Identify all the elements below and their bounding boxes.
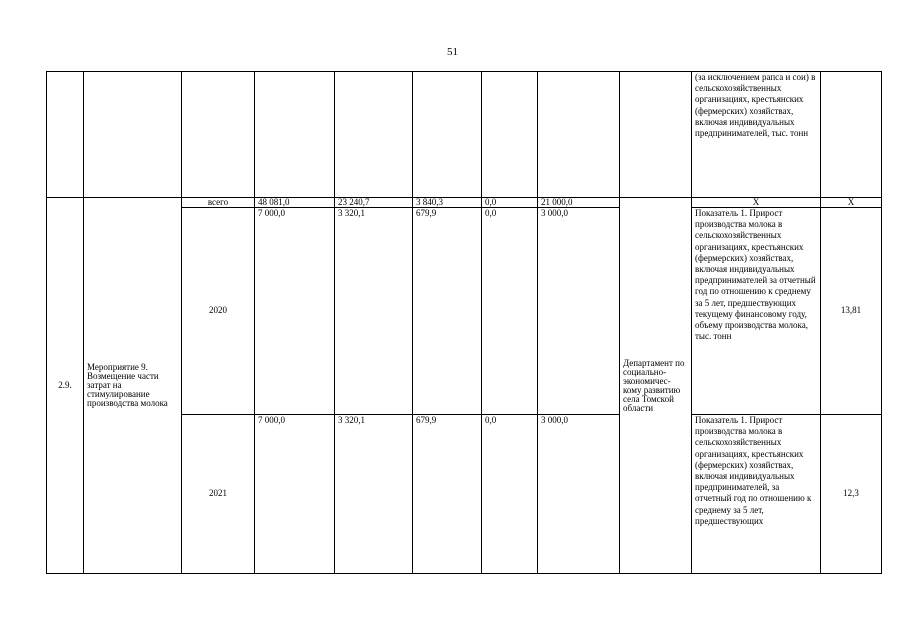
period-total-label: всего bbox=[182, 198, 255, 208]
executor: Департамент по социально-экономичес-кому развитию села Томской области bbox=[620, 198, 692, 574]
indicator-cell bbox=[692, 415, 821, 574]
year-cell: 2021 bbox=[182, 415, 255, 574]
value-federal: 3 320,1 bbox=[335, 208, 413, 415]
value-local: 0,0 bbox=[482, 208, 538, 415]
value-regional: 679,9 bbox=[413, 208, 482, 415]
value-total: 48 081,0 bbox=[255, 198, 335, 208]
value-extrabudget: 21 000,0 bbox=[538, 198, 620, 208]
indicator-value: 13,81 bbox=[821, 208, 882, 415]
page-number: 51 bbox=[447, 46, 458, 58]
measure-number: 2.9. bbox=[47, 198, 84, 574]
value-regional: 679,9 bbox=[413, 415, 482, 574]
table-row-total bbox=[47, 198, 882, 208]
indicator-value: Х bbox=[821, 198, 882, 208]
value-extrabudget: 3 000,0 bbox=[538, 208, 620, 415]
measure-name: Мероприятие 9. Возмещение части затрат на стимулирование производства молока bbox=[84, 198, 182, 574]
value-total: 7 000,0 bbox=[255, 415, 335, 574]
year-cell: 2020 bbox=[182, 208, 255, 415]
indicator-cell: Показатель 1. Прирост производства молока в сельскохозяйственных организациях, крестьянских (фермерских) хозяйствах, включая индивидуальных предпринимателей за отчетный год по отношению к среднему за 5 лет, предшествующих текущему финансовому году, объему производства молока, тыс. тонн bbox=[692, 208, 821, 415]
value-local: 0,0 bbox=[482, 198, 538, 208]
indicator-value: 12,3 bbox=[821, 415, 882, 574]
value-extrabudget: 3 000,0 bbox=[538, 415, 620, 574]
value-total: 7 000,0 bbox=[255, 208, 335, 415]
value-regional: 3 840,3 bbox=[413, 198, 482, 208]
program-measures-table bbox=[46, 71, 882, 574]
indicator-cell: Х bbox=[692, 198, 821, 208]
table-row-continuation bbox=[47, 72, 882, 198]
indicator-cell: (за исключением рапса и сои) в сельскохозяйственных организациях, крестьянских (фермерских) хозяйствах, включая индивидуальных предпринимателей, тыс. тонн bbox=[692, 72, 821, 198]
value-federal: 3 320,1 bbox=[335, 415, 413, 574]
value-federal: 23 240,7 bbox=[335, 198, 413, 208]
value-local: 0,0 bbox=[482, 415, 538, 574]
indicator-text: Показатель 1. Прирост производства молока в сельскохозяйственных организациях, крестьянских (фермерских) хозяйствах, включая индивидуальных предпринимателей, за отчетный год по отношению к среднему за 5 лет, предшествующих bbox=[695, 415, 812, 526]
